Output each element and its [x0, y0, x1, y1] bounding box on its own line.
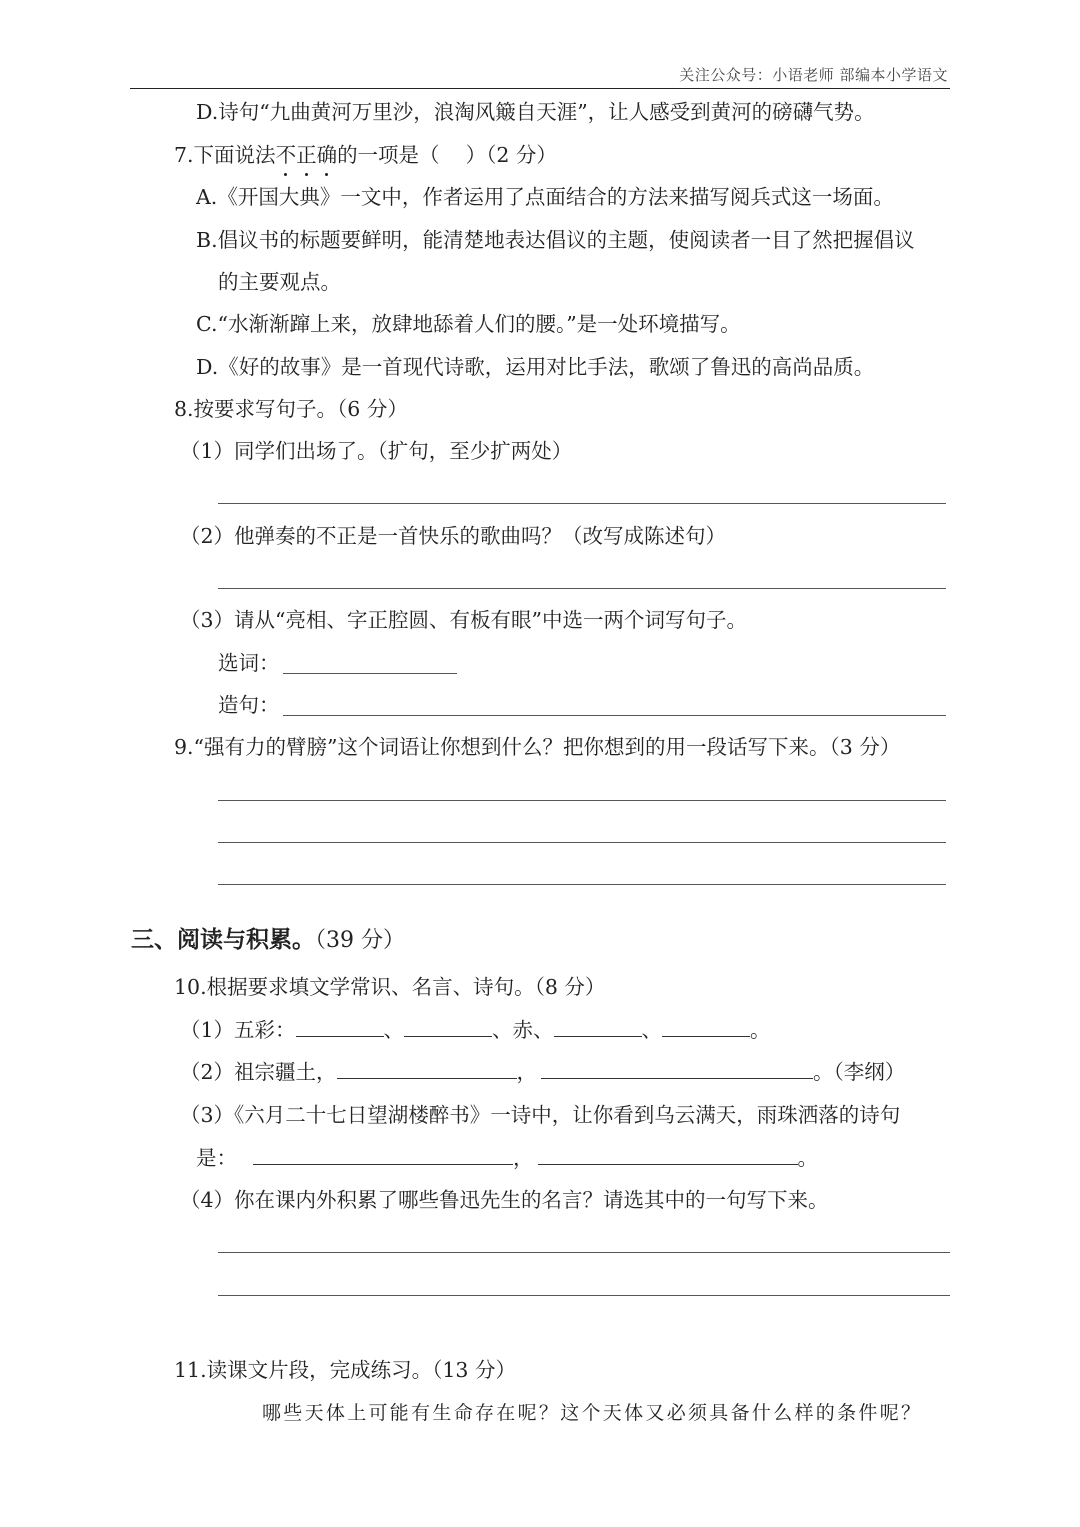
- q7-option-b-cont: 的主要观点。: [218, 270, 341, 294]
- q7-title-suffix: 的一项是（ ）（2 分）: [337, 143, 557, 167]
- q11-title: 11.读课文片段，完成练习。（13 分）: [174, 1358, 516, 1382]
- make-sentence-blank[interactable]: [283, 715, 946, 716]
- q10-item-3: （3）《六月二十七日望湖楼醉书》一诗中，让你看到乌云满天，雨珠洒落的诗句: [180, 1103, 901, 1127]
- q9-title: 9.“强有力的臂膀”这个词语让你想到什么？把你想到的用一段话写下来。（3 分）: [174, 735, 901, 759]
- q10-item-3-cont: [196, 1144, 818, 1172]
- q6-option-d: D.诗句“九曲黄河万里沙，浪淘风簸自天涯”，让人感受到黄河的磅礴气势。: [196, 100, 875, 124]
- section-3-title: 三、阅读与积累。: [131, 927, 315, 953]
- q7-option-d: D.《好的故事》是一首现代诗歌，运用对比手法，歌颂了鲁迅的高尚品质。: [196, 355, 875, 379]
- color-blank-2[interactable]: [404, 1016, 492, 1037]
- section-3-score: （39 分）: [315, 928, 405, 953]
- q10-item-2: [180, 1058, 905, 1086]
- answer-line[interactable]: [218, 1252, 950, 1253]
- answer-line[interactable]: [218, 588, 946, 589]
- separator: 、: [641, 1018, 663, 1042]
- q10-item-1-label: （1）五彩：: [180, 1018, 296, 1042]
- q7-option-b: B.倡议书的标题要鲜明，能清楚地表达倡议的主题，使阅读者一目了然把握倡议: [196, 228, 915, 252]
- end-mark: 。: [797, 1146, 818, 1170]
- q7-option-c: C.“水渐渐蹿上来，放肆地舔着人们的腰。”是一处环境描写。: [196, 312, 741, 336]
- q7-title-prefix: 7.下面说法: [174, 143, 276, 167]
- end-mark: 。: [750, 1018, 771, 1042]
- q10-item-3-label: 是：: [196, 1146, 237, 1170]
- q7-title: [174, 141, 557, 169]
- color-blank-3[interactable]: [554, 1016, 642, 1037]
- q8-item-3: （3）请从“亮相、字正腔圆、有板有眼”中选一两个词写句子。: [180, 608, 748, 632]
- q7-option-a: A.《开国大典》一文中，作者运用了点面结合的方法来描写阅兵式这一场面。: [196, 185, 894, 209]
- q7-emphasis-1: 不: [275, 143, 297, 167]
- comma: ，: [516, 1060, 538, 1084]
- quote-blank-2[interactable]: [541, 1058, 813, 1079]
- answer-line[interactable]: [218, 503, 946, 504]
- answer-line[interactable]: [218, 842, 946, 843]
- answer-line[interactable]: [218, 884, 946, 885]
- separator: 、: [383, 1018, 405, 1042]
- q8-item-2: （2）他弹奏的不正是一首快乐的歌曲吗？（改写成陈述句）: [180, 524, 727, 548]
- answer-line[interactable]: [218, 1295, 950, 1296]
- poem-blank-1[interactable]: [253, 1144, 513, 1165]
- q7-emphasis-2: 正: [296, 143, 317, 167]
- section-3-heading: [131, 926, 405, 955]
- q7-emphasis-3: 确: [316, 143, 338, 167]
- q8-item-1: （1）同学们出场了。（扩句，至少扩两处）: [180, 439, 573, 463]
- q10-title: 10.根据要求填文学常识、名言、诗句。（8 分）: [174, 975, 606, 999]
- q10-item-1: [180, 1016, 771, 1044]
- quote-blank-1[interactable]: [337, 1058, 517, 1079]
- header-rule: [130, 88, 950, 89]
- poem-blank-2[interactable]: [538, 1144, 798, 1165]
- color-blank-1[interactable]: [296, 1016, 384, 1037]
- separator: 、: [492, 1018, 513, 1042]
- make-sentence-label: 造句：: [218, 693, 280, 717]
- q11-passage: 哪些天体上可能有生命存在呢？这个天体又必须具备什么样的条件呢？: [262, 1402, 923, 1424]
- choose-word-label: 选词：: [218, 651, 280, 675]
- q10-item-4: （4）你在课内外积累了哪些鲁迅先生的名言？请选其中的一句写下来。: [180, 1188, 829, 1212]
- end-mark: 。: [813, 1060, 834, 1084]
- q10-item-2-author: （李纲）: [833, 1060, 906, 1084]
- choose-word-blank[interactable]: [283, 673, 457, 674]
- separator: 、: [533, 1018, 554, 1042]
- color-red: 赤: [512, 1018, 534, 1042]
- comma: ，: [513, 1146, 534, 1170]
- page-header: 关注公众号：小语老师 部编本小学语文: [679, 66, 948, 84]
- q8-title: 8.按要求写句子。（6 分）: [174, 397, 408, 421]
- color-blank-4[interactable]: [662, 1016, 750, 1037]
- q10-item-2-label: （2）祖宗疆土，: [180, 1060, 337, 1084]
- answer-line[interactable]: [218, 800, 946, 801]
